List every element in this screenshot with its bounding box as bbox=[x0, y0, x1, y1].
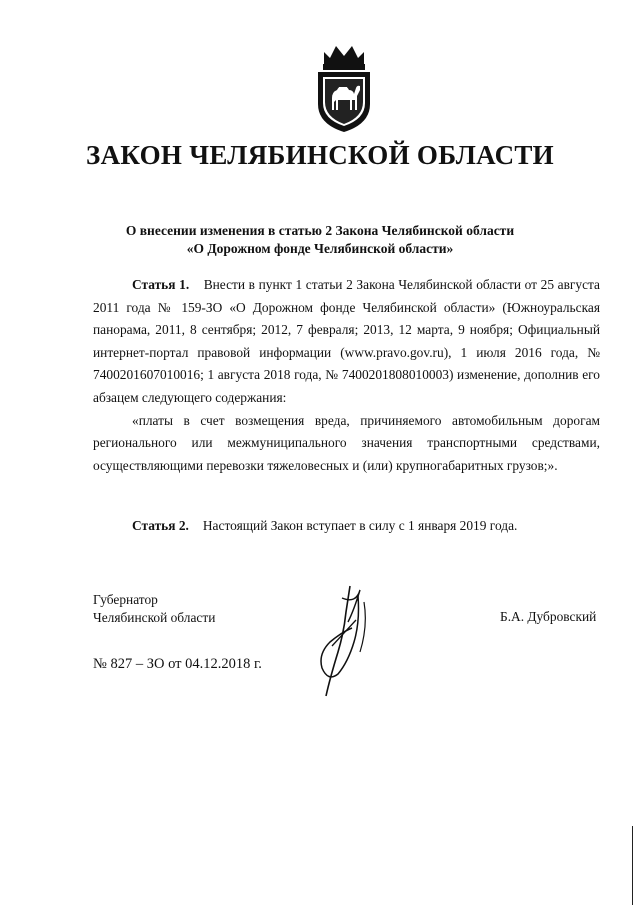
coat-of-arms-icon bbox=[310, 38, 378, 134]
governor-title bbox=[93, 591, 215, 627]
article-1-text: Внести в пункт 1 статьи 2 Закона Челябинской области от 25 августа 2011 года № 159-ЗО «О Дорожном фонде Челябинской области» (Южноуральская панорама, 2011, 8 сентября; 2012, 7 февраля; 2013, 12 марта, 9 ноября; Официальный интернет-портал правовой информации (www.pravo.gov.ru), 1 июля 2016 года, № 7400201607010016; 1 августа 2018 года, № 7400201808010003) изменение, дополнив его абзацем следующего содержания: bbox=[93, 277, 601, 405]
document-subtitle bbox=[60, 222, 580, 258]
law-number: № 827 – ЗО от 04.12.2018 г. bbox=[93, 656, 262, 672]
article-2-label: Статья 2. bbox=[132, 518, 189, 533]
governor-name: Б.А. Дубровский bbox=[500, 609, 597, 624]
article-1-paragraph bbox=[93, 274, 600, 410]
article-2 bbox=[132, 518, 517, 534]
article-2-text: Настоящий Закон вступает в силу с 1 января 2019 года. bbox=[202, 518, 518, 533]
signature-image bbox=[298, 582, 388, 700]
subtitle-line-1: О внесении изменения в статью 2 Закона Челябинской области bbox=[125, 223, 515, 238]
governor-title-line-2: Челябинской области bbox=[93, 610, 216, 625]
governor-title-line-1: Губернатор bbox=[93, 592, 158, 607]
article-1-quote: «платы в счет возмещения вреда, причиняемого автомобильным дорогам регионального или межмуниципального значения транспортными средствами, осуществляющими перевозки тяжеловесных и (или) крупногабаритных грузов;». bbox=[93, 412, 600, 473]
subtitle-line-2: «О Дорожном фонде Челябинской области» bbox=[186, 241, 454, 256]
article-1 bbox=[93, 274, 600, 477]
document-title: ЗАКОН ЧЕЛЯБИНСКОЙ ОБЛАСТИ bbox=[86, 140, 554, 170]
article-1-label: Статья 1. bbox=[132, 277, 190, 292]
page-edge-line bbox=[632, 826, 633, 905]
